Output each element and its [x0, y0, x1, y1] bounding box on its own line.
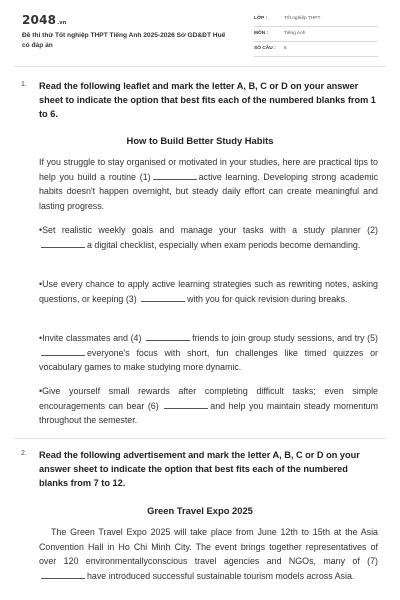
paragraph-text: a digital checklist, especially when exam periods become demanding.: [87, 239, 361, 250]
advertisement-title: Green Travel Expo 2025: [147, 505, 253, 516]
logo-domain: .vn: [57, 20, 67, 26]
blank-2: [41, 241, 85, 248]
meta-row-class: [254, 14, 378, 27]
meta-label: MÔN :: [254, 31, 269, 36]
paragraph-text: •Give yourself small rewards after completing difficult tasks; even simple encouragements can bear (6): [39, 386, 378, 411]
question-instruction: Read the following advertisement and mark the letter A, B, C or D on your answer sheet to indicate the option that best fits each of the numbered blanks from 7 to 12.: [39, 450, 360, 488]
leaflet-title: How to Build Better Study Habits: [126, 135, 274, 146]
paragraph-text: •Set realistic weekly goals and manage your tasks with a study planner (2): [39, 225, 378, 235]
blank-6: [164, 402, 208, 409]
paragraph-text: everyone's focus with short, fun challenges like timed quizzes or vocabulary games to make studying more dynamic.: [39, 347, 378, 373]
paragraph: [39, 277, 378, 306]
blank-1: [153, 173, 197, 180]
meta-row-subject: [254, 29, 378, 42]
paragraph: [39, 525, 378, 583]
document-title: Đề thi thử Tốt nghiệp THPT Tiếng Anh 2025-2026 Sở GD&ĐT Huế có đáp án: [22, 32, 226, 49]
meta-value: Tiếng Anh: [284, 31, 306, 36]
paragraph: [39, 384, 378, 428]
question-number: 2.: [21, 450, 27, 457]
paragraph-text: active learning. Developing strong academic habits doesn't happen overnight, but steady daily effort can create meaningful and lasting progress.: [39, 171, 378, 211]
meta-value: 6: [284, 46, 287, 51]
meta-value: Tốt nghiệp THPT: [284, 16, 321, 21]
paragraph-text: friends to join group study sessions, and try (5): [192, 333, 378, 343]
meta-row-question-count: [254, 44, 378, 57]
paragraph-text: and help you maintain steady momentum throughout the semester.: [39, 400, 379, 426]
paragraph: [39, 223, 378, 252]
site-logo[interactable]: [22, 13, 67, 27]
blank-5: [41, 349, 85, 356]
paragraph: [39, 155, 378, 213]
paragraph-text: •Invite classmates and (4): [39, 333, 142, 343]
logo-text: 2048: [22, 13, 57, 27]
blank-3: [141, 295, 185, 302]
question-separator: [14, 438, 386, 439]
paragraph-text: •Use every chance to apply active learning strategies such as rewriting notes, asking questions, or keeping (3): [39, 279, 378, 304]
paragraph-text: The Green Travel Expo 2025 will take place from June 12th to 15th at the Asia Convention Hall in Ho Chi Minh City. The event brings together representatives of over 120 environmentallyconscious travel agencies and NGOs, many of (7): [39, 527, 378, 567]
question-instruction: Read the following leaflet and mark the letter A, B, C or D on your answer sheet to indicate the option that best fits each of the numbered blanks from 1 to 6.: [39, 81, 376, 119]
meta-label: SỐ CÂU :: [254, 46, 276, 51]
question-number: 1.: [21, 81, 27, 88]
header-divider: [14, 66, 386, 67]
paragraph-text: have introduced successful sustainable tourism models across Asia.: [87, 570, 355, 581]
paragraph: [39, 331, 378, 375]
paragraph-text: If you struggle to stay organised or motivated in your studies, here are practical tips to help you build a routine (1): [39, 157, 378, 182]
page-header: [0, 0, 400, 68]
blank-7: [41, 572, 85, 579]
meta-label: LỚP :: [254, 16, 268, 21]
blank-4: [146, 334, 190, 341]
exam-meta-box: [254, 14, 378, 59]
paragraph-text: with you for quick revision during breaks.: [187, 293, 348, 304]
